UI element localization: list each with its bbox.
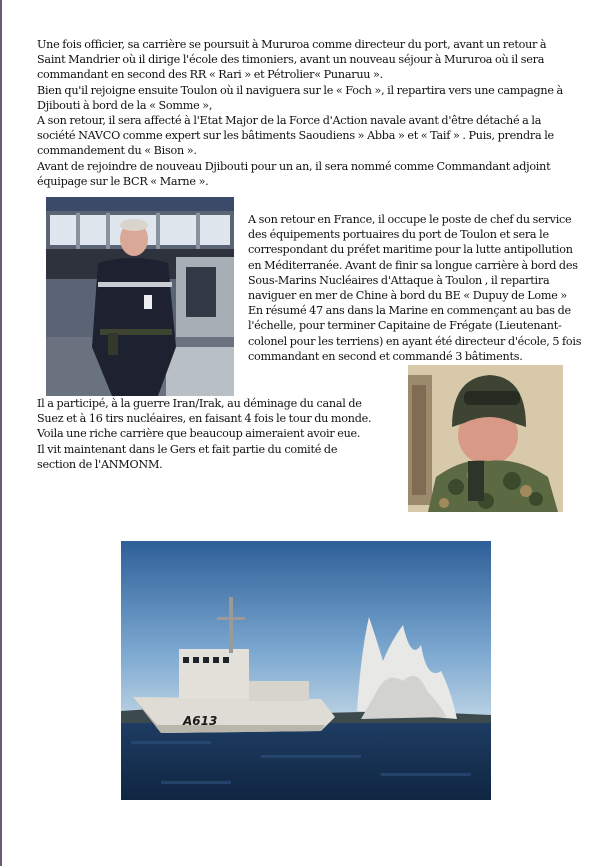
- paragraph-summary: En résumé 47 ans dans la Marine en commençant au bas de l'échelle, pour terminer Capitaine de Frégate (Lieutenant-colonel pour les terriens) en ayant été directeur d'école, 5 fois commandant en second et commandé 3 bâtiments.: [248, 304, 582, 363]
- ship-photo: [121, 541, 491, 800]
- text-block-left: [37, 396, 377, 472]
- bridge-photo: [46, 197, 234, 396]
- helmet-photo: [408, 365, 563, 512]
- ship-hull-number: A613: [183, 714, 218, 728]
- paragraph-mururoa: Une fois officier, sa carrière se poursuit à Mururoa comme directeur du port, avant un retour à Saint Mandrier où il dirige l'école des timoniers, avant un nouveau séjour à Mururoa où il sera commandant en second des RR « Rari » et Pétrolier« Punaruu ».: [37, 38, 547, 82]
- paragraph-gers: Il vit maintenant dans le Gers et fait partie du comité de section de l'ANMONM.: [37, 442, 338, 471]
- paragraph-career: Voila une riche carrière que beaucoup aimeraient avoir eue.: [37, 427, 361, 441]
- paragraph-france: A son retour en France, il occupe le poste de chef du service des équipements portuaires du port de Toulon et sera le correspondant du préfet maritime pour la lutte antipollution en Méditerranée. Avant de finir sa longue carrière à bord des Sous-Marins Nucléaires d'Attaque à Toulon , il repartira naviguer en mer de Chine à bord du BE « Dupuy de Lome »: [248, 213, 578, 303]
- text-block-right: [248, 212, 588, 364]
- paragraph-djibouti: Avant de rejoindre de nouveau Djibouti pour un an, il sera nommé comme Commandant adjoint équipage sur le BCR « Marne ».: [37, 159, 551, 188]
- text-block-top: [37, 37, 577, 189]
- paragraph-navco: A son retour, il sera affecté à l'Etat Major de la Force d'Action navale avant d'être détaché a la société NAVCO comme expert sur les bâtiments Saoudiens » Abba » et « Taif » . Puis, prendra le commandement du « Bison ».: [37, 114, 554, 158]
- paragraph-operations: Il a participé, à la guerre Iran/Irak, au déminage du canal de Suez et à 16 tirs nucléaires, en faisant 4 fois le tour du monde.: [37, 397, 372, 426]
- paragraph-toulon: Bien qu'il rejoigne ensuite Toulon où il naviguera sur le « Foch », il repartira vers une campagne à Djibouti à bord de la « Somme »,: [37, 83, 563, 112]
- page-left-border: [0, 0, 2, 866]
